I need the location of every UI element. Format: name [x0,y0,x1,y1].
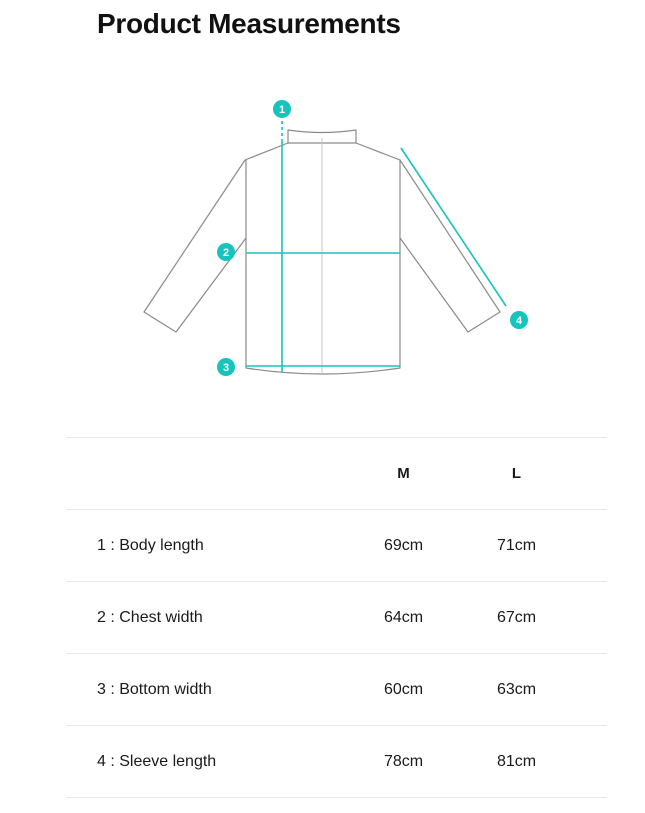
table-row [67,726,607,798]
header-size-m: M [397,465,410,482]
row-label: 4 : Sleeve length [97,752,217,770]
value-m: 69cm [383,536,424,554]
value-m: 64cm [383,608,424,626]
svg-text:2: 2 [222,247,230,259]
marker-1 [273,100,291,118]
marker-2 [217,243,235,261]
table-header-row [67,438,607,510]
header-size-l: L [511,465,522,482]
row-label: 2 : Chest width [97,608,203,626]
table-row [67,654,607,726]
value-l: 71cm [496,536,537,554]
svg-text:4: 4 [515,315,523,327]
marker-3 [217,358,235,376]
svg-text:3: 3 [222,362,230,374]
row-label: 1 : Body length [97,536,204,554]
row-label: 3 : Bottom width [97,680,212,698]
measurement-lines [246,121,506,372]
marker-4 [510,311,528,329]
value-l: 81cm [496,752,537,770]
page-title: Product Measurements [97,8,401,39]
measurements-table [67,437,607,798]
svg-text:1: 1 [278,104,286,116]
value-l: 63cm [496,680,537,698]
table-row [67,510,607,582]
value-m: 60cm [383,680,424,698]
table-row [67,582,607,654]
value-l: 67cm [496,608,537,626]
value-m: 78cm [383,752,424,770]
